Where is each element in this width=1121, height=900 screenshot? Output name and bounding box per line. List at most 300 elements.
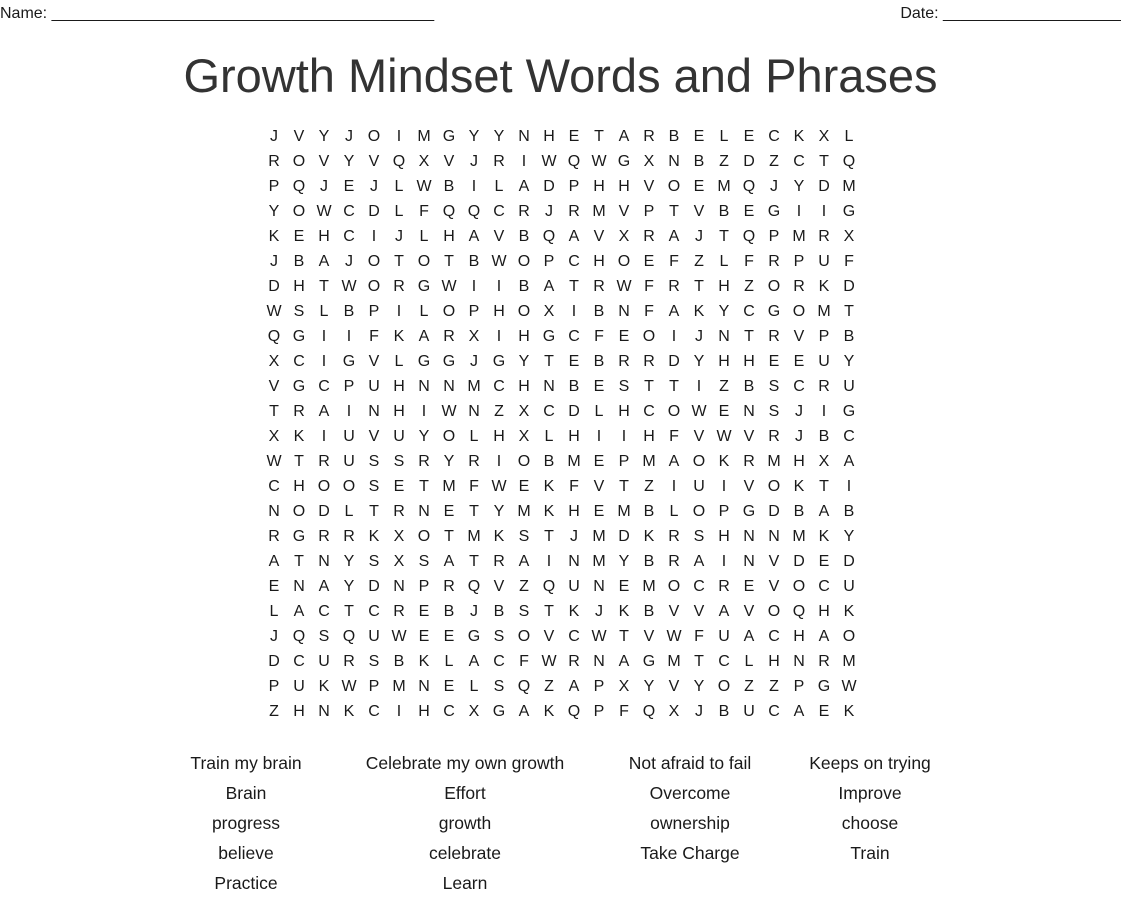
grid-letter: M <box>642 578 656 595</box>
grid-letter: U <box>393 428 405 445</box>
grid-letter: Q <box>742 228 756 245</box>
grid-letter: A <box>418 328 430 345</box>
grid-letter: R <box>818 378 830 395</box>
grid-letter: A <box>543 278 555 295</box>
grid-letter: Y <box>343 553 355 570</box>
grid-letter: M <box>792 528 806 545</box>
grid-letter: N <box>418 378 430 395</box>
grid-letter: L <box>444 653 454 670</box>
grid-letter: X <box>643 153 655 170</box>
grid-letter: C <box>643 403 655 420</box>
grid-letter: K <box>843 603 855 620</box>
grid-letter: J <box>595 603 603 620</box>
grid-letter: D <box>843 553 855 570</box>
grid-letter: R <box>568 203 580 220</box>
grid-letter: N <box>593 653 605 670</box>
grid-letter: I <box>521 153 527 170</box>
grid-letter: T <box>669 203 679 220</box>
grid-letter: E <box>593 378 605 395</box>
grid-letter: H <box>643 428 655 445</box>
grid-letter: O <box>692 503 706 520</box>
grid-letter: R <box>593 278 605 295</box>
grid-letter: X <box>268 428 280 445</box>
grid-letter: O <box>292 503 306 520</box>
grid-letter: X <box>618 228 630 245</box>
grid-letter: L <box>344 503 354 520</box>
grid-letter: O <box>442 303 456 320</box>
grid-letter: M <box>392 678 406 695</box>
grid-letter: R <box>818 653 830 670</box>
grid-letter: D <box>543 178 555 195</box>
grid-letter: Z <box>494 403 504 420</box>
grid-letter: V <box>593 478 605 495</box>
grid-letter: D <box>818 178 830 195</box>
grid-letter: B <box>443 178 455 195</box>
grid-letter: L <box>494 178 504 195</box>
grid-letter: U <box>743 703 755 720</box>
grid-letter: O <box>417 253 431 270</box>
grid-letter: A <box>668 303 680 320</box>
grid-letter: R <box>768 328 780 345</box>
grid-letter: K <box>718 453 730 470</box>
grid-letter: O <box>292 203 306 220</box>
grid-letter: S <box>318 628 330 645</box>
grid-letter: A <box>518 178 530 195</box>
grid-letter: G <box>542 328 556 345</box>
grid-letter: O <box>442 428 456 445</box>
grid-letter: T <box>819 478 829 495</box>
grid-letter: Q <box>267 328 281 345</box>
grid-letter: A <box>743 628 755 645</box>
grid-letter: N <box>368 403 380 420</box>
grid-letter: V <box>743 428 755 445</box>
grid-letter: J <box>345 253 353 270</box>
grid-letter: W <box>316 203 332 220</box>
grid-letter: T <box>619 478 629 495</box>
grid-letter: Q <box>567 703 581 720</box>
grid-letter: S <box>368 453 380 470</box>
grid-letter: Q <box>842 153 856 170</box>
grid-letter: V <box>668 678 680 695</box>
grid-letter: U <box>343 428 355 445</box>
word-list-item: Practice <box>214 873 278 893</box>
grid-letter: B <box>643 553 655 570</box>
grid-letter: R <box>668 528 680 545</box>
grid-letter: E <box>743 578 755 595</box>
grid-letter: I <box>671 328 677 345</box>
grid-letter: R <box>518 203 530 220</box>
grid-letter: J <box>770 178 778 195</box>
grid-letter: P <box>793 678 805 695</box>
grid-letter: E <box>268 578 280 595</box>
grid-letter: I <box>696 378 702 395</box>
grid-letter: R <box>393 278 405 295</box>
grid-letter: A <box>318 578 330 595</box>
word-list-item: Train <box>850 843 890 863</box>
grid-letter: F <box>844 253 854 270</box>
grid-letter: L <box>469 428 479 445</box>
grid-letter: G <box>417 278 431 295</box>
grid-letter: T <box>694 653 704 670</box>
grid-letter: R <box>668 553 680 570</box>
grid-letter: W <box>341 278 357 295</box>
grid-letter: O <box>767 603 781 620</box>
grid-letter: C <box>768 628 780 645</box>
grid-letter: J <box>795 403 803 420</box>
grid-letter: T <box>294 453 304 470</box>
grid-letter: A <box>518 553 530 570</box>
grid-letter: J <box>470 353 478 370</box>
grid-letter: O <box>792 303 806 320</box>
grid-letter: L <box>319 303 329 320</box>
grid-letter: Q <box>467 203 481 220</box>
grid-letter: C <box>568 628 580 645</box>
grid-letter: K <box>493 528 505 545</box>
grid-letter: M <box>467 378 481 395</box>
grid-letter: T <box>644 378 654 395</box>
grid-letter: G <box>442 128 456 145</box>
grid-letter: O <box>692 453 706 470</box>
grid-letter: G <box>292 378 306 395</box>
grid-letter: A <box>793 703 805 720</box>
grid-letter: Y <box>643 678 655 695</box>
grid-letter: M <box>792 228 806 245</box>
grid-letter: E <box>743 203 755 220</box>
grid-letter: E <box>768 353 780 370</box>
grid-letter: W <box>716 428 732 445</box>
grid-letter: L <box>544 428 554 445</box>
grid-letter: T <box>744 328 754 345</box>
grid-letter: H <box>768 653 780 670</box>
grid-letter: O <box>767 478 781 495</box>
grid-letter: O <box>517 253 531 270</box>
grid-letter: I <box>671 478 677 495</box>
grid-letter: T <box>544 603 554 620</box>
grid-letter: L <box>394 203 404 220</box>
grid-letter: H <box>568 503 580 520</box>
grid-letter: Z <box>644 478 654 495</box>
grid-letter: S <box>518 528 530 545</box>
grid-letter: T <box>719 228 729 245</box>
grid-letter: T <box>269 403 279 420</box>
grid-letter: N <box>293 578 305 595</box>
grid-letter: J <box>270 128 278 145</box>
grid-letter: X <box>518 428 530 445</box>
grid-letter: X <box>418 153 430 170</box>
grid-letter: E <box>293 228 305 245</box>
grid-letter: N <box>418 503 430 520</box>
grid-letter: O <box>617 253 631 270</box>
word-list-item: progress <box>211 813 281 833</box>
grid-letter: C <box>693 578 705 595</box>
grid-letter: R <box>418 453 430 470</box>
grid-letter: L <box>669 503 679 520</box>
grid-letter: I <box>471 178 477 195</box>
grid-letter: V <box>318 153 330 170</box>
grid-letter: U <box>818 353 830 370</box>
grid-letter: S <box>768 378 780 395</box>
grid-letter: P <box>368 678 380 695</box>
grid-letter: H <box>443 228 455 245</box>
grid-letter: O <box>842 628 856 645</box>
grid-letter: B <box>393 653 405 670</box>
grid-letter: V <box>793 328 805 345</box>
grid-letter: O <box>717 678 731 695</box>
grid-letter: H <box>618 403 630 420</box>
grid-letter: D <box>843 278 855 295</box>
grid-letter: K <box>418 653 430 670</box>
grid-letter: A <box>718 603 730 620</box>
grid-letter: D <box>668 353 680 370</box>
grid-letter: Y <box>418 428 430 445</box>
grid-letter: R <box>643 128 655 145</box>
grid-letter: G <box>442 353 456 370</box>
grid-letter: W <box>341 678 357 695</box>
word-list-item: growth <box>438 813 492 833</box>
grid-letter: T <box>444 528 454 545</box>
grid-letter: E <box>418 628 430 645</box>
grid-letter: C <box>843 428 855 445</box>
grid-letter: A <box>468 228 480 245</box>
grid-letter: W <box>541 653 557 670</box>
grid-letter: K <box>818 528 830 545</box>
grid-letter: O <box>417 528 431 545</box>
grid-letter: N <box>318 703 330 720</box>
grid-letter: Z <box>769 678 779 695</box>
grid-letter: F <box>369 328 379 345</box>
grid-letter: S <box>393 453 405 470</box>
grid-letter: V <box>693 203 705 220</box>
grid-letter: A <box>618 128 630 145</box>
grid-letter: V <box>493 228 505 245</box>
grid-letter: U <box>818 253 830 270</box>
grid-letter: Y <box>468 128 480 145</box>
grid-letter: B <box>293 253 305 270</box>
grid-letter: U <box>568 578 580 595</box>
grid-letter: I <box>396 128 402 145</box>
grid-letter: G <box>492 353 506 370</box>
grid-letter: C <box>318 378 330 395</box>
grid-letter: I <box>471 278 477 295</box>
grid-letter: Q <box>292 628 306 645</box>
grid-letter: O <box>367 278 381 295</box>
grid-letter: H <box>818 603 830 620</box>
grid-letter: A <box>568 678 580 695</box>
grid-letter: A <box>318 253 330 270</box>
grid-letter: V <box>743 603 755 620</box>
grid-letter: T <box>669 378 679 395</box>
grid-letter: H <box>393 403 405 420</box>
grid-letter: Q <box>542 578 556 595</box>
grid-letter: V <box>618 203 630 220</box>
grid-letter: Y <box>443 453 455 470</box>
grid-letter: J <box>695 703 703 720</box>
grid-letter: R <box>318 528 330 545</box>
grid-letter: F <box>619 703 629 720</box>
grid-letter: I <box>571 303 577 320</box>
grid-letter: I <box>496 328 502 345</box>
grid-letter: P <box>768 228 780 245</box>
grid-letter: Q <box>292 178 306 195</box>
grid-letter: J <box>570 528 578 545</box>
grid-letter: H <box>493 303 505 320</box>
grid-letter: F <box>469 478 479 495</box>
grid-letter: V <box>268 378 280 395</box>
grid-letter: I <box>321 428 327 445</box>
grid-letter: E <box>718 403 730 420</box>
grid-letter: N <box>393 578 405 595</box>
grid-letter: R <box>268 528 280 545</box>
grid-letter: R <box>643 353 655 370</box>
grid-letter: W <box>266 303 282 320</box>
grid-letter: W <box>441 403 457 420</box>
grid-letter: F <box>744 253 754 270</box>
grid-letter: C <box>568 253 580 270</box>
grid-letter: Y <box>693 353 705 370</box>
grid-letter: C <box>743 303 755 320</box>
grid-letter: H <box>543 128 555 145</box>
grid-letter: N <box>743 528 755 545</box>
grid-letter: V <box>543 628 555 645</box>
grid-letter: M <box>592 553 606 570</box>
grid-letter: Q <box>442 203 456 220</box>
grid-letter: G <box>767 303 781 320</box>
grid-letter: G <box>467 628 481 645</box>
grid-letter: N <box>543 378 555 395</box>
grid-letter: D <box>368 203 380 220</box>
grid-letter: R <box>468 453 480 470</box>
date-field: Date: ____________________ <box>900 5 1121 22</box>
grid-letter: E <box>518 478 530 495</box>
grid-letter: E <box>593 503 605 520</box>
grid-letter: Y <box>718 303 730 320</box>
grid-letter: F <box>519 653 529 670</box>
grid-letter: G <box>617 153 631 170</box>
grid-letter: Q <box>342 628 356 645</box>
grid-letter: O <box>367 253 381 270</box>
grid-letter: Q <box>792 603 806 620</box>
grid-letter: T <box>469 553 479 570</box>
grid-letter: I <box>796 203 802 220</box>
grid-letter: E <box>618 578 630 595</box>
grid-letter: M <box>667 653 681 670</box>
grid-letter: G <box>842 403 856 420</box>
grid-letter: E <box>793 353 805 370</box>
grid-letter: C <box>293 353 305 370</box>
grid-letter: G <box>292 328 306 345</box>
grid-letter: R <box>718 578 730 595</box>
grid-letter: X <box>468 703 480 720</box>
grid-letter: F <box>419 203 429 220</box>
word-list-item: believe <box>218 843 274 863</box>
grid-letter: D <box>268 278 280 295</box>
grid-letter: T <box>594 128 604 145</box>
grid-letter: V <box>368 353 380 370</box>
grid-letter: S <box>368 478 380 495</box>
grid-letter: E <box>643 253 655 270</box>
grid-letter: T <box>344 603 354 620</box>
grid-letter: P <box>593 678 605 695</box>
grid-letter: R <box>493 153 505 170</box>
grid-letter: K <box>643 528 655 545</box>
grid-letter: T <box>694 278 704 295</box>
page-title: Growth Mindset Words and Phrases <box>183 49 938 102</box>
grid-letter: G <box>342 353 356 370</box>
grid-letter: H <box>618 178 630 195</box>
grid-letter: Y <box>843 353 855 370</box>
grid-letter: O <box>317 478 331 495</box>
grid-letter: L <box>719 128 729 145</box>
grid-letter: Y <box>343 153 355 170</box>
grid-letter: M <box>717 178 731 195</box>
grid-letter: I <box>596 428 602 445</box>
grid-letter: Z <box>744 278 754 295</box>
grid-letter: M <box>592 203 606 220</box>
grid-letter: J <box>470 603 478 620</box>
grid-letter: W <box>491 253 507 270</box>
grid-letter: P <box>368 303 380 320</box>
word-list-item: Not afraid to fail <box>628 753 752 773</box>
word-list-item: Learn <box>442 873 488 893</box>
word-list-column <box>126 748 366 898</box>
letter-grid <box>262 124 862 724</box>
grid-letter: E <box>818 553 830 570</box>
grid-letter: K <box>693 303 705 320</box>
grid-letter: D <box>318 503 330 520</box>
grid-letter: O <box>642 328 656 345</box>
grid-letter: B <box>518 228 530 245</box>
grid-letter: W <box>616 278 632 295</box>
grid-letter: W <box>691 403 707 420</box>
grid-letter: M <box>842 653 856 670</box>
grid-letter: X <box>818 128 830 145</box>
grid-letter: U <box>843 378 855 395</box>
grid-letter: I <box>371 228 377 245</box>
grid-letter: I <box>496 453 502 470</box>
grid-letter: I <box>346 328 352 345</box>
grid-letter: N <box>518 128 530 145</box>
grid-letter: H <box>518 378 530 395</box>
grid-letter: B <box>468 253 480 270</box>
grid-letter: O <box>792 578 806 595</box>
grid-letter: M <box>617 503 631 520</box>
grid-letter: W <box>391 628 407 645</box>
grid-letter: U <box>368 628 380 645</box>
grid-letter: U <box>293 678 305 695</box>
grid-letter: P <box>468 303 480 320</box>
grid-letter: H <box>743 353 755 370</box>
grid-letter: S <box>293 303 305 320</box>
word-list-item: choose <box>841 813 899 833</box>
grid-letter: U <box>693 478 705 495</box>
grid-letter: C <box>293 653 305 670</box>
grid-letter: I <box>496 278 502 295</box>
grid-letter: C <box>793 153 805 170</box>
grid-letter: U <box>843 578 855 595</box>
grid-letter: X <box>468 328 480 345</box>
word-list-item: Brain <box>225 783 267 803</box>
grid-letter: F <box>694 628 704 645</box>
grid-letter: B <box>543 453 555 470</box>
word-list <box>0 748 1121 898</box>
grid-letter: R <box>268 153 280 170</box>
grid-letter: G <box>767 203 781 220</box>
grid-letter: X <box>393 553 405 570</box>
grid-letter: L <box>719 253 729 270</box>
grid-letter: I <box>421 403 427 420</box>
grid-letter: R <box>393 603 405 620</box>
grid-letter: W <box>491 478 507 495</box>
